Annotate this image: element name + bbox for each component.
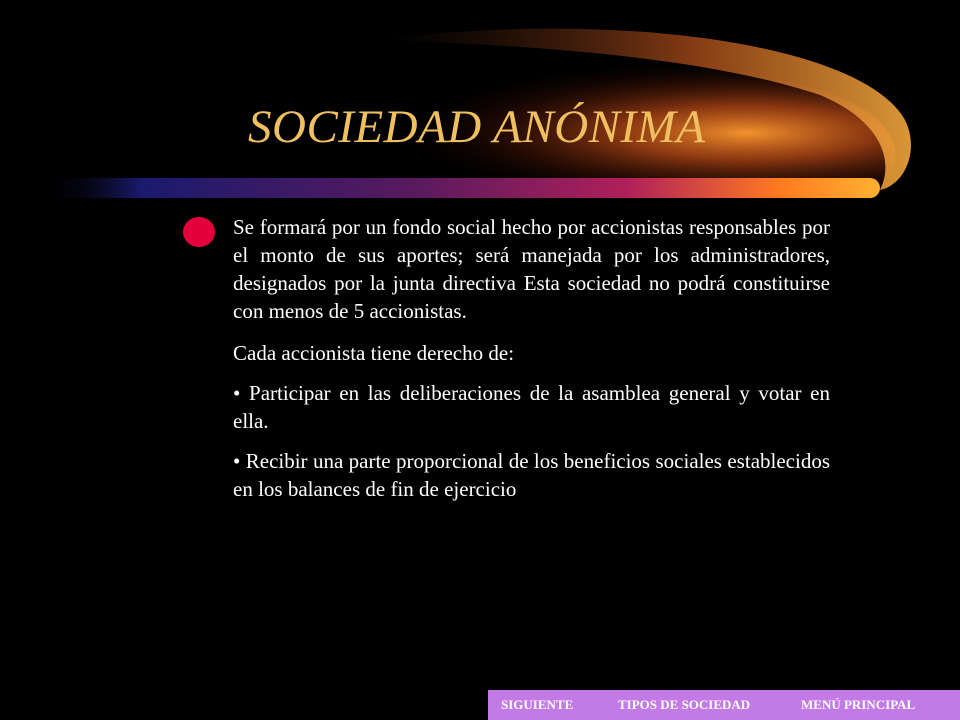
slide-content <box>233 213 830 517</box>
swoosh-bar <box>40 178 880 198</box>
main-menu-link[interactable]: MENÚ PRINCIPAL <box>801 697 916 712</box>
right-item-participate: • Participar en las deliberaciones de la asamblea general y votar en ella. <box>233 381 830 433</box>
rights-heading: Cada accionista tiene derecho de: <box>233 341 515 365</box>
navigation-bar <box>488 690 960 720</box>
next-link[interactable]: SIGUIENTE <box>501 697 574 712</box>
company-types-link[interactable]: TIPOS DE SOCIEDAD <box>618 697 751 712</box>
slide-title: SOCIEDAD ANÓNIMA <box>248 101 706 153</box>
definition-paragraph: Se formará por un fondo social hecho por accionistas responsables por el monto de sus aportes; será manejada por los administradores, designados por la junta directiva Esta sociedad no podrá constituirse con menos de 5 accionistas. <box>233 215 830 323</box>
bullet-icon <box>183 217 215 247</box>
right-item-benefits: • Recibir una parte proporcional de los beneficios sociales establecidos en los balances de fin de ejercicio <box>233 449 830 501</box>
